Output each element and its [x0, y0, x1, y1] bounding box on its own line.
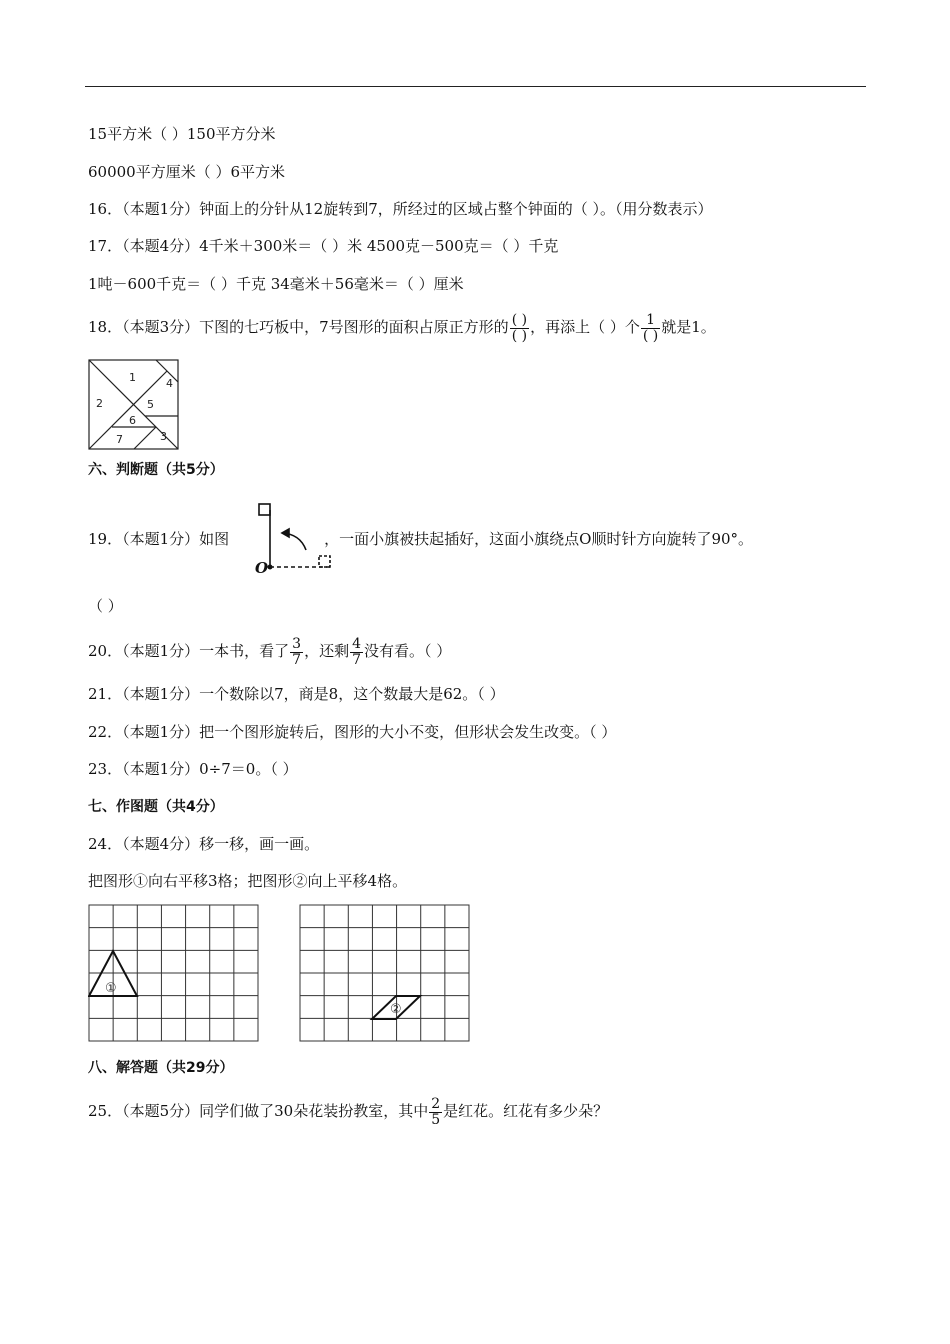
shape-2-label: ② [390, 1002, 402, 1017]
question-17-line-b: 1吨－600千克＝（ ）千克 34毫米＋56毫米＝（ ）厘米 [88, 275, 464, 293]
q18-text-pre: 18．（本题3分）下图的七巧板中，7号图形的面积占原正方形的 [88, 318, 509, 336]
tangram-label-7: 7 [116, 433, 123, 446]
question-20 [88, 636, 451, 668]
q18-unit-fraction [641, 313, 660, 344]
q25-fraction-den: 5 [431, 1111, 441, 1128]
q19-answer-paren: （ ） [88, 597, 123, 615]
q25-fraction-num: 2 [431, 1095, 441, 1112]
pivot-point-o [268, 565, 273, 570]
q19-text-pre: 19．（本题1分）如图 [88, 530, 230, 548]
q18-unit-fraction-num: 1 [641, 313, 660, 329]
tangram-figure [88, 359, 180, 451]
question-18 [88, 312, 716, 344]
section-8-heading: 八、解答题（共29分） [88, 1060, 234, 1076]
tangram-label-3: 3 [160, 430, 167, 443]
question-16: 16．（本题1分）钟面上的分针从12旋转到7，所经过的区域占整个钟面的（ ）。（用分数表示） [88, 200, 713, 218]
q18-text-post: 就是1。 [661, 318, 716, 336]
q25-text-pre: 25．（本题5分）同学们做了30朵花装扮教室，其中 [88, 1102, 429, 1120]
q18-fraction-blank [510, 313, 529, 344]
q20-fraction-left-num: 4 [352, 635, 361, 652]
question-24: 24．（本题4分）移一移，画一画。 [88, 835, 320, 853]
flag-rotation-figure [240, 500, 340, 580]
q20-text-post: 没有看。（ ） [364, 642, 452, 660]
section-6-heading: 六、判断题（共5分） [88, 462, 224, 478]
q18-text-mid: ，再添上（ ）个 [530, 318, 640, 336]
q18-unit-fraction-den: ( ) [642, 327, 659, 344]
q20-fraction-read-num: 3 [292, 635, 302, 652]
q20-fraction-left-den: 7 [352, 651, 361, 668]
shape-1-label: ① [105, 981, 117, 996]
question-22: 22．（本题1分）把一个图形旋转后，图形的大小不变，但形状会发生改变。（ ） [88, 723, 617, 741]
q25-text-post: 是红花。红花有多少朵？ [443, 1102, 609, 1120]
q18-fraction-blank-num: ( ) [511, 311, 528, 328]
question-17-line-a: 17．（本题4分）4千米＋300米＝（ ）米 4500克－500克＝（ ）千克 [88, 237, 559, 255]
q20-text-pre: 20．（本题1分）一本书，看了 [88, 642, 290, 660]
grid-left-lines [89, 905, 258, 1041]
grid-right-lines [300, 905, 469, 1041]
tangram-label-6: 6 [129, 414, 136, 427]
q20-fraction-read [290, 637, 303, 668]
flag-point-label: O [255, 559, 269, 577]
q25-fraction [429, 1097, 442, 1128]
grid-left [88, 904, 260, 1044]
question-19 [88, 529, 753, 549]
tangram-label-5: 5 [147, 398, 154, 411]
question-24-instruction: 把图形①向右平移3格；把图形②向上平移4格。 [88, 872, 408, 890]
q18-fraction-blank-den: ( ) [511, 327, 528, 344]
q15-line-b: 60000平方厘米（ ）6平方米 [88, 163, 286, 181]
tangram-label-1: 1 [129, 371, 136, 384]
q19-text-post: ，一面小旗被扶起插好，这面小旗绕点O顺时针方向旋转了90°。 [324, 530, 754, 548]
section-7-heading: 七、作图题（共4分） [88, 799, 224, 815]
question-23: 23．（本题1分）0÷7＝0。（ ） [88, 760, 298, 778]
grid-right [299, 904, 471, 1044]
q15-line-a: 15平方米（ ）150平方分米 [88, 125, 276, 143]
q20-fraction-left [350, 637, 363, 668]
question-25 [88, 1096, 608, 1128]
q20-text-mid: ，还剩 [304, 642, 350, 660]
tangram-label-4: 4 [166, 377, 173, 390]
header-rule [85, 86, 866, 87]
question-21: 21．（本题1分）一个数除以7，商是8，这个数最大是62。（ ） [88, 685, 505, 703]
tangram-label-2: 2 [96, 397, 103, 410]
q20-fraction-read-den: 7 [292, 651, 302, 668]
